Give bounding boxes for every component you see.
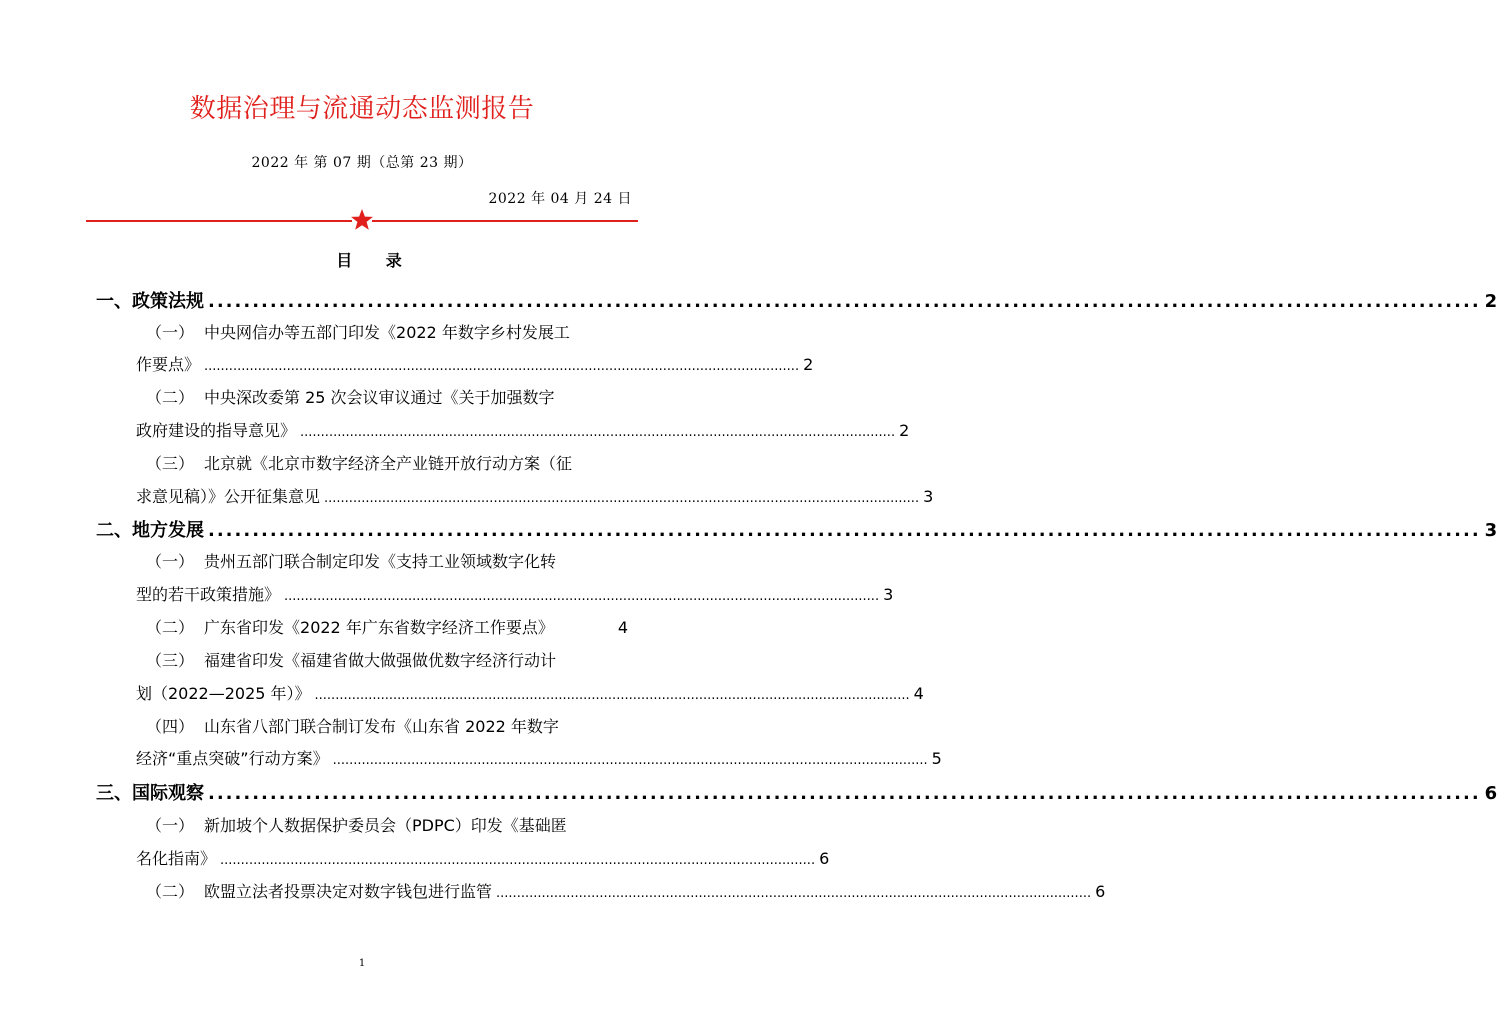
- dot-leader: ................................................................................................................................................: [208, 291, 1481, 312]
- toc-item[interactable]: [146, 648, 628, 672]
- toc-item[interactable]: [146, 615, 628, 639]
- dot-leader: ................................................................................................................................................: [332, 753, 928, 768]
- item-number: （三）: [146, 454, 195, 473]
- item-title: 山东省八部门联合制订发布《山东省 2022 年数字: [204, 717, 559, 736]
- page-ref: 3: [923, 487, 934, 506]
- item-title: 中央深改委第 25 次会议审议通过《关于加强数字: [204, 388, 555, 407]
- dot-leader: ................................................................................................................................................: [284, 589, 880, 604]
- issue-number: 2022 年 第 07 期（总第 23 期）: [251, 155, 473, 171]
- page-ref: 6: [819, 849, 830, 868]
- toc-item-cont[interactable]: [136, 746, 942, 770]
- item-title: 贵州五部门联合制定印发《支持工业领域数字化转: [204, 552, 557, 571]
- toc-item-cont[interactable]: [136, 582, 894, 606]
- item-number: （一）: [146, 816, 195, 835]
- toc-item[interactable]: [146, 549, 628, 573]
- toc-item-cont[interactable]: [136, 681, 924, 705]
- page-ref: 2: [899, 421, 910, 440]
- item-title-cont: 型的若干政策措施》: [136, 585, 281, 604]
- page-ref: 2: [1484, 291, 1497, 312]
- section-number: 一、: [96, 291, 132, 312]
- toc-item-cont[interactable]: [136, 418, 910, 442]
- page-ref: 4: [913, 684, 924, 703]
- toc-section[interactable]: [96, 779, 1497, 805]
- page-ref: 3: [883, 585, 894, 604]
- page-number: 1: [358, 958, 366, 969]
- item-title: 中央网信办等五部门印发《2022 年数字乡村发展工: [204, 323, 570, 342]
- page-ref: 6: [1484, 783, 1497, 804]
- dot-leader: ................................................................................................................................................: [324, 491, 920, 506]
- toc-item-cont[interactable]: [136, 484, 934, 508]
- item-title: 新加坡个人数据保护委员会（PDPC）印发《基础匿: [204, 816, 567, 835]
- section-title: 政策法规: [132, 291, 204, 312]
- dot-leader: ................................................................................................................................................: [314, 688, 910, 703]
- dot-leader: ................................................................................................................................................: [220, 853, 816, 868]
- toc-heading: 目 录: [336, 251, 416, 270]
- report-title: 数据治理与流通动态监测报告: [189, 94, 535, 124]
- toc-item-cont[interactable]: [136, 352, 814, 376]
- toc-item[interactable]: [146, 879, 1106, 903]
- item-title: 北京就《北京市数字经济全产业链开放行动方案（征: [204, 454, 573, 473]
- page-ref: 4: [617, 618, 628, 637]
- star-icon: [350, 208, 374, 232]
- toc-item[interactable]: [146, 813, 628, 837]
- item-number: （四）: [146, 717, 195, 736]
- item-title-cont: 经济“重点突破”行动方案》: [136, 749, 329, 768]
- item-number: （一）: [146, 552, 195, 571]
- page-ref: 5: [931, 749, 942, 768]
- item-title-cont: 求意见稿）》公开征集意见: [136, 487, 321, 506]
- dot-leader: ................................................................................................................................................: [208, 520, 1481, 541]
- section-number: 三、: [96, 783, 132, 804]
- item-number: （二）: [146, 882, 195, 901]
- item-number: （二）: [146, 388, 195, 407]
- toc-item-cont[interactable]: [136, 846, 830, 870]
- section-title: 国际观察: [132, 783, 204, 804]
- item-title-cont: 作要点》: [136, 355, 201, 374]
- toc-section[interactable]: [96, 287, 1497, 313]
- item-title-cont: 划（2022—2025 年）》: [136, 684, 311, 703]
- section-title: 地方发展: [132, 520, 204, 541]
- page-ref: 2: [803, 355, 814, 374]
- item-title: 福建省印发《福建省做大做强做优数字经济行动计: [204, 651, 557, 670]
- divider-left: [86, 220, 352, 222]
- item-title-cont: 名化指南》: [136, 849, 217, 868]
- item-number: （二）: [146, 618, 195, 637]
- dot-leader: ................................................................................................................................................: [208, 783, 1481, 804]
- dot-leader: ................................................................................................................................................: [496, 886, 1092, 901]
- toc-item[interactable]: [146, 451, 628, 475]
- issue-date: 2022 年 04 月 24 日: [488, 191, 632, 207]
- dot-leader: ................................................................................................................................................: [204, 359, 800, 374]
- page-ref: 6: [1095, 882, 1106, 901]
- toc-item[interactable]: [146, 320, 628, 344]
- divider-right: [372, 220, 638, 222]
- toc-item[interactable]: [146, 714, 628, 738]
- dot-leader: ................................................................................................................................................: [300, 425, 896, 440]
- page-ref: 3: [1484, 520, 1497, 541]
- item-title: 欧盟立法者投票决定对数字钱包进行监管: [204, 882, 493, 901]
- item-number: （一）: [146, 323, 195, 342]
- toc-section[interactable]: [96, 516, 1497, 542]
- toc-item[interactable]: [146, 385, 628, 409]
- item-number: （三）: [146, 651, 195, 670]
- item-title: 广东省印发《2022 年广东省数字经济工作要点》: [204, 618, 554, 637]
- item-title-cont: 政府建设的指导意见》: [136, 421, 297, 440]
- section-number: 二、: [96, 520, 132, 541]
